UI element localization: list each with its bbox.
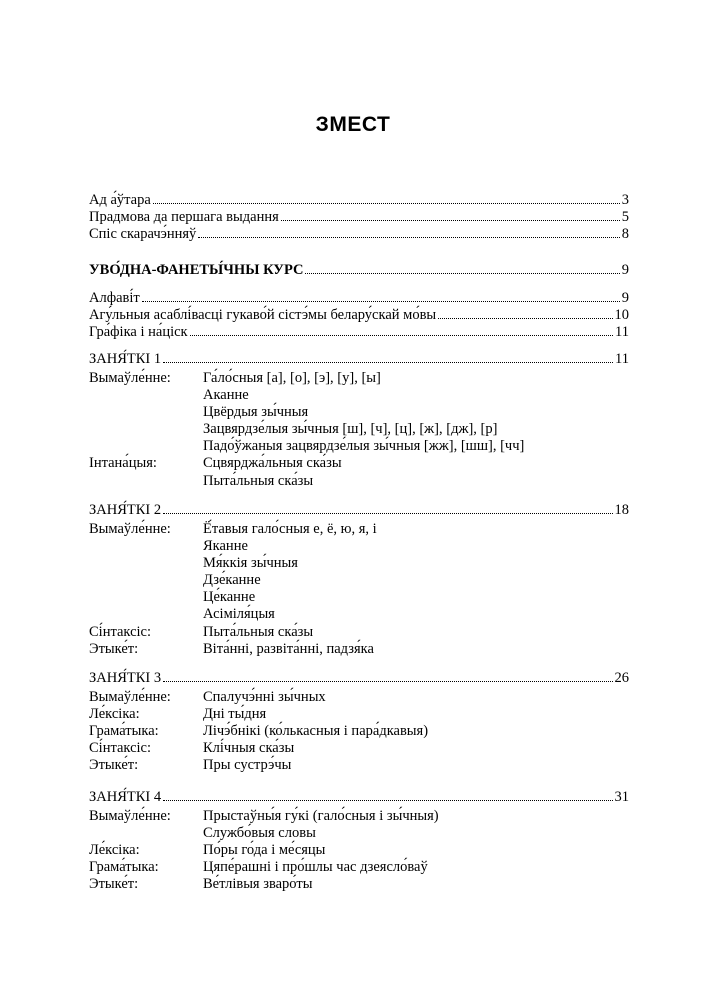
toc-topic: Клі́чныя ска́зы — [203, 740, 295, 757]
toc-category: Сі́нтаксіс: — [89, 623, 152, 640]
toc-section-title: УВО́ДНА-ФАНЕТЫ́ЧНЫ КУРС — [89, 262, 304, 278]
toc-topic: Прыстаўны́я гу́кі (гало́сныя і зы́чныя) — [203, 808, 439, 824]
toc-topic: Пыта́льныя ска́зы — [203, 623, 314, 640]
toc-section-page: 9 — [621, 262, 629, 278]
toc-entry-page: 10 — [614, 307, 629, 323]
toc-lesson-4 — [89, 789, 629, 893]
dot-leader — [163, 670, 612, 682]
toc-topic: Ве́тлівыя зваро́ты — [203, 876, 313, 893]
toc-category — [89, 572, 203, 589]
toc-entry-page: 9 — [621, 290, 629, 306]
toc-subentry — [89, 455, 629, 472]
toc-topic: Аканне — [203, 387, 249, 404]
toc-topic: Пры сустрэ́чы — [203, 757, 292, 774]
toc-lesson-title: ЗАНЯ́ТКІ 1 — [89, 351, 162, 367]
toc-category — [89, 555, 203, 572]
toc-category: Ле́ксіка: — [89, 706, 140, 723]
toc-category: Грама́тыка: — [89, 859, 159, 876]
toc-category: Вымаўле́нне: — [89, 370, 171, 386]
toc-subentry — [89, 370, 629, 387]
toc-entry-page: 5 — [621, 209, 629, 225]
toc-lesson-page: 11 — [615, 351, 629, 367]
toc-category: Вымаўле́нне: — [89, 808, 171, 824]
toc-category — [89, 404, 203, 421]
toc-subentry — [89, 825, 629, 842]
page-title: ЗМЕСТ — [315, 113, 391, 136]
toc-lesson-entry[interactable] — [89, 351, 629, 368]
toc-topic: Лічэ́бнікі (ко́лькасныя і пара́дкавыя) — [203, 723, 429, 740]
toc-topic: Цвёрдыя зы́чныя — [203, 404, 309, 421]
toc-topic: Віта́нні, развіта́нні, падзя́ка — [203, 640, 374, 657]
toc-category — [89, 589, 203, 606]
toc-lesson-title: ЗАНЯ́ТКІ 3 — [89, 670, 162, 686]
toc-category — [89, 421, 203, 438]
toc-topic: Ё́тавыя гало́сныя е, ё, ю, я, і — [203, 521, 377, 537]
toc-category — [89, 473, 203, 490]
toc-front-matter — [89, 192, 629, 243]
toc-topic: Асіміля́цыя — [203, 606, 275, 623]
toc-subentry — [89, 404, 629, 421]
dot-leader — [163, 789, 612, 801]
toc-subentry — [89, 421, 629, 438]
toc-subentry — [89, 706, 629, 723]
toc-entry-page: 3 — [621, 192, 629, 208]
toc-topic: По́ры го́да і ме́сяцы — [203, 842, 326, 859]
toc-subentry — [89, 624, 629, 641]
toc-entry-title: Агу́льныя асаблі́васці гукаво́й сістэ́мы белару́скай мо́вы — [89, 307, 437, 323]
toc-entry-title: Гра́фіка і на́ціск — [89, 324, 188, 340]
toc-entry-title: Прадмова да першага выдання — [89, 209, 279, 225]
dot-leader — [281, 209, 620, 221]
toc-entry-page: 8 — [621, 226, 629, 242]
toc-subentry — [89, 606, 629, 623]
toc-lesson-page: 18 — [614, 502, 629, 518]
toc-section — [89, 262, 629, 279]
toc-entry-title: Спіс скарачэ́нняў — [89, 226, 197, 242]
dot-leader — [163, 351, 613, 363]
toc-topic: Сцвярджа́льныя ска́зы — [203, 455, 342, 472]
toc-topic: Дзе́канне — [203, 572, 261, 589]
toc-topic: Мя́ккія зы́чныя — [203, 555, 298, 572]
toc-subentry — [89, 473, 629, 490]
toc-subentry — [89, 641, 629, 658]
toc-category: Этыке́т: — [89, 876, 139, 893]
dot-leader — [190, 324, 613, 336]
toc-entry[interactable] — [89, 290, 629, 307]
dot-leader — [142, 290, 620, 302]
toc-subentry — [89, 689, 629, 706]
toc-lesson-entry[interactable] — [89, 670, 629, 687]
toc-lesson-title: ЗАНЯ́ТКІ 2 — [89, 502, 162, 518]
toc-subentry — [89, 589, 629, 606]
toc-subentry — [89, 521, 629, 538]
toc-category — [89, 606, 203, 623]
toc-lesson-title: ЗАНЯ́ТКІ 4 — [89, 789, 162, 805]
toc-subentry — [89, 876, 629, 893]
dot-leader — [198, 226, 619, 238]
toc-subentry — [89, 572, 629, 589]
toc-section-entry[interactable] — [89, 262, 629, 279]
toc-subentry — [89, 538, 629, 555]
toc-category: Інтана́цыя: — [89, 455, 157, 472]
toc-category: Сі́нтаксіс: — [89, 740, 152, 757]
dot-leader — [305, 262, 619, 274]
toc-subentry — [89, 555, 629, 572]
toc-subentry — [89, 438, 629, 455]
dot-leader — [163, 502, 612, 514]
toc-subentry — [89, 387, 629, 404]
toc-entry-title: Ад а́ўтара — [89, 192, 151, 208]
toc-subentry — [89, 842, 629, 859]
toc-topic: Службо́выя словы — [203, 825, 316, 842]
dot-leader — [438, 307, 612, 319]
toc-topic: Падо́ўжаныя зацвярдзе́лыя зы́чныя [жж], [шш], [чч] — [203, 438, 525, 455]
toc-topic: Га́ло́сныя [а], [о], [э], [у], [ы] — [203, 370, 381, 386]
toc-topic: Це́канне — [203, 589, 256, 606]
toc-entry[interactable] — [89, 192, 629, 209]
toc-entry-page: 11 — [615, 324, 629, 340]
toc-category — [89, 825, 203, 842]
toc-category: Этыке́т: — [89, 757, 139, 774]
toc-lesson-1 — [89, 351, 629, 490]
toc-category: Этыке́т: — [89, 640, 139, 657]
toc-lesson-page: 31 — [614, 789, 629, 805]
toc-subentry — [89, 740, 629, 757]
toc-topic: Яканне — [203, 538, 248, 555]
toc-entry[interactable] — [89, 226, 629, 243]
toc-topic: Пыта́льныя ска́зы — [203, 472, 314, 489]
toc-category — [89, 438, 203, 455]
toc-entry-title: Алфаві́т — [89, 290, 140, 306]
toc-topic: Цяпе́рашні і про́шлы час дзеясло́ваў — [203, 859, 428, 876]
toc-intro — [89, 290, 629, 341]
toc-category: Вымаўле́нне: — [89, 689, 171, 705]
toc-topic: Дні ты́дня — [203, 706, 267, 723]
toc-entry[interactable] — [89, 324, 629, 341]
toc-topic: Зацвярдзе́лыя зы́чныя [ш], [ч], [ц], [ж], [дж], [р] — [203, 421, 498, 438]
toc-subentry — [89, 859, 629, 876]
toc-category: Ле́ксіка: — [89, 842, 140, 859]
toc-entry[interactable] — [89, 307, 629, 324]
dot-leader — [153, 192, 620, 204]
toc-category: Грама́тыка: — [89, 723, 159, 740]
toc-subentry — [89, 723, 629, 740]
toc-lesson-entry[interactable] — [89, 502, 629, 519]
toc-lesson-entry[interactable] — [89, 789, 629, 806]
toc-subentry — [89, 808, 629, 825]
toc-category — [89, 538, 203, 555]
toc-topic: Спалучэ́нні зы́чных — [203, 689, 326, 705]
toc-lesson-2 — [89, 502, 629, 658]
toc-subentry — [89, 757, 629, 774]
toc-category: Вымаўле́нне: — [89, 521, 171, 537]
toc-lesson-3 — [89, 670, 629, 774]
toc-lesson-page: 26 — [614, 670, 629, 686]
toc-category — [89, 387, 203, 404]
toc-entry[interactable] — [89, 209, 629, 226]
